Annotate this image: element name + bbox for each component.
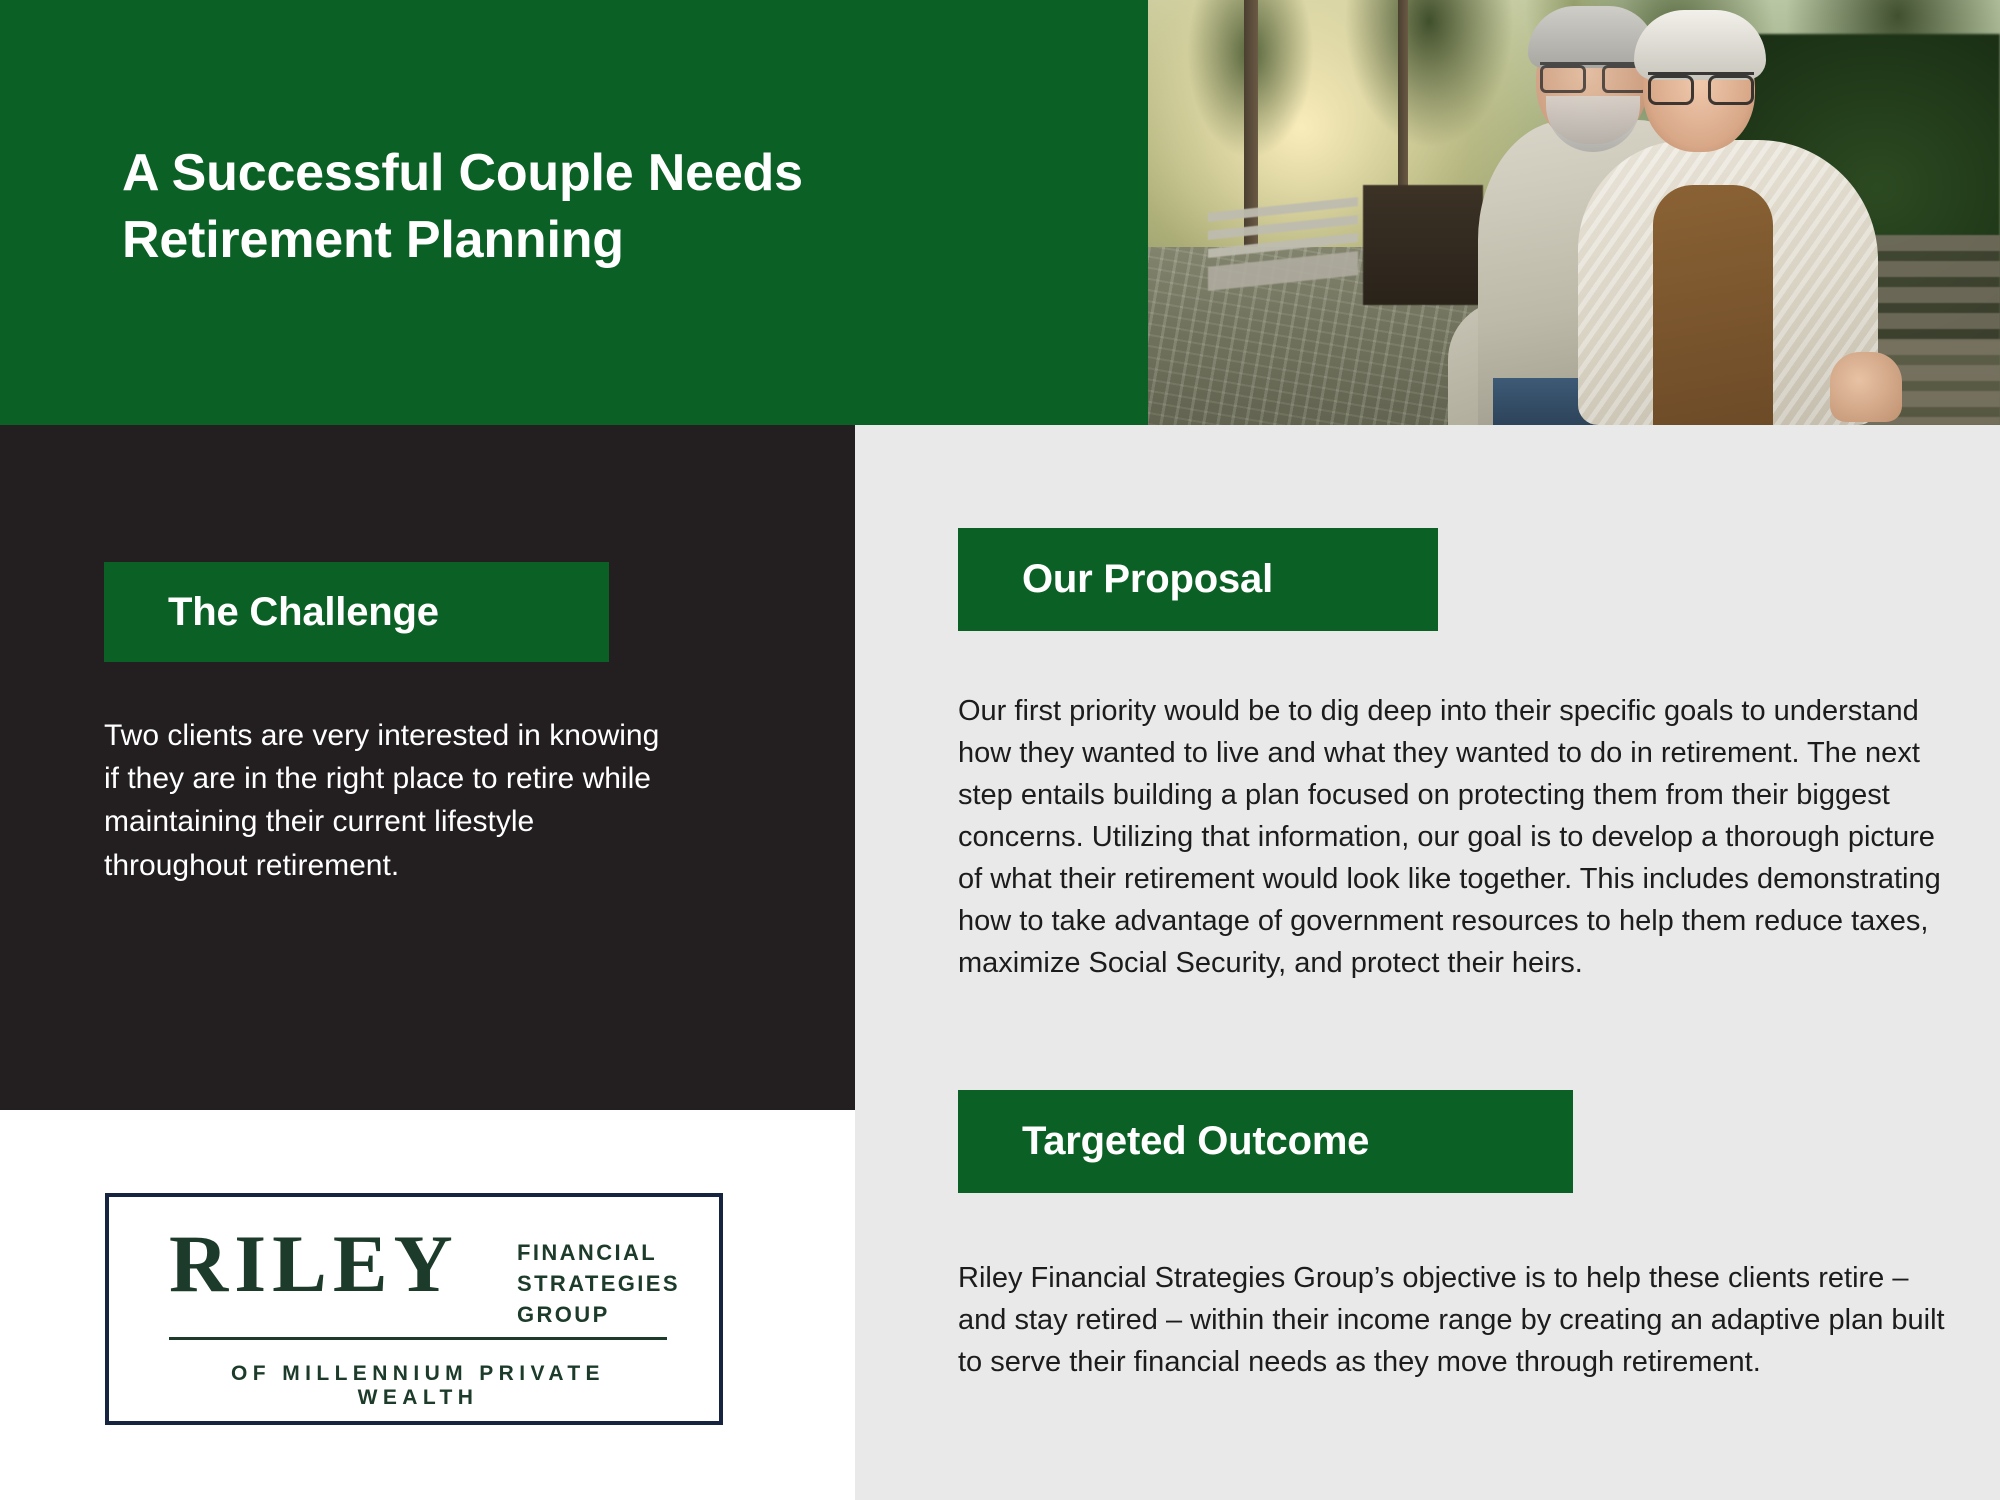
logo-tagline: OF MILLENNIUM PRIVATE WEALTH [231, 1362, 605, 1409]
photo-tree-trunk [1398, 0, 1408, 215]
photo-woman-glasses [1648, 72, 1754, 99]
logo-stacked-words [517, 1237, 680, 1331]
logo-line-financial: FINANCIAL [517, 1240, 658, 1265]
photo-park-bench [1208, 197, 1358, 291]
challenge-heading-chip [104, 562, 609, 662]
logo-divider [169, 1337, 667, 1340]
challenge-heading: The Challenge [168, 589, 439, 634]
header-photo [1148, 0, 2000, 425]
photo-woman-hair [1634, 10, 1766, 80]
outcome-heading: Targeted Outcome [1022, 1119, 1370, 1163]
page-title: A Successful Couple Needs Retirement Planning [122, 144, 803, 269]
logo-line-group: GROUP [517, 1302, 610, 1328]
logo-wordmark: RILEY [169, 1218, 459, 1309]
photo-woman-hand [1830, 352, 1902, 422]
company-logo [105, 1193, 723, 1425]
photo-man-glasses [1540, 62, 1648, 87]
outcome-heading-chip [958, 1090, 1573, 1193]
challenge-body: Two clients are very interested in knowing if they are in the right place to retire while maintaining their current lifestyle throughout retirement. [104, 719, 660, 882]
proposal-heading: Our Proposal [1022, 557, 1273, 601]
photo-bench-post [1363, 185, 1483, 305]
proposal-heading-chip [958, 528, 1438, 631]
photo-woman-jacket [1653, 185, 1773, 425]
outcome-body: Riley Financial Strategies Group’s objective is to help these clients retire – and stay retired – within their income range by creating an adaptive plan built to serve their financial needs as they move through retirement. [958, 1262, 1945, 1379]
logo-line-strategies: STRATEGIES [517, 1271, 680, 1297]
proposal-body: Our first priority would be to dig deep into their specific goals to understand how they wanted to live and what they wanted to do in retirement. The next step entails building a plan focused on protecting them from their biggest concerns. Utilizing that information, our goal is to develop a thorough picture of what their retirement would look like together. This includes demonstrating how to take advantage of government resources to help them reduce taxes, maximize Social Security, and protect their heirs. [958, 695, 1941, 980]
